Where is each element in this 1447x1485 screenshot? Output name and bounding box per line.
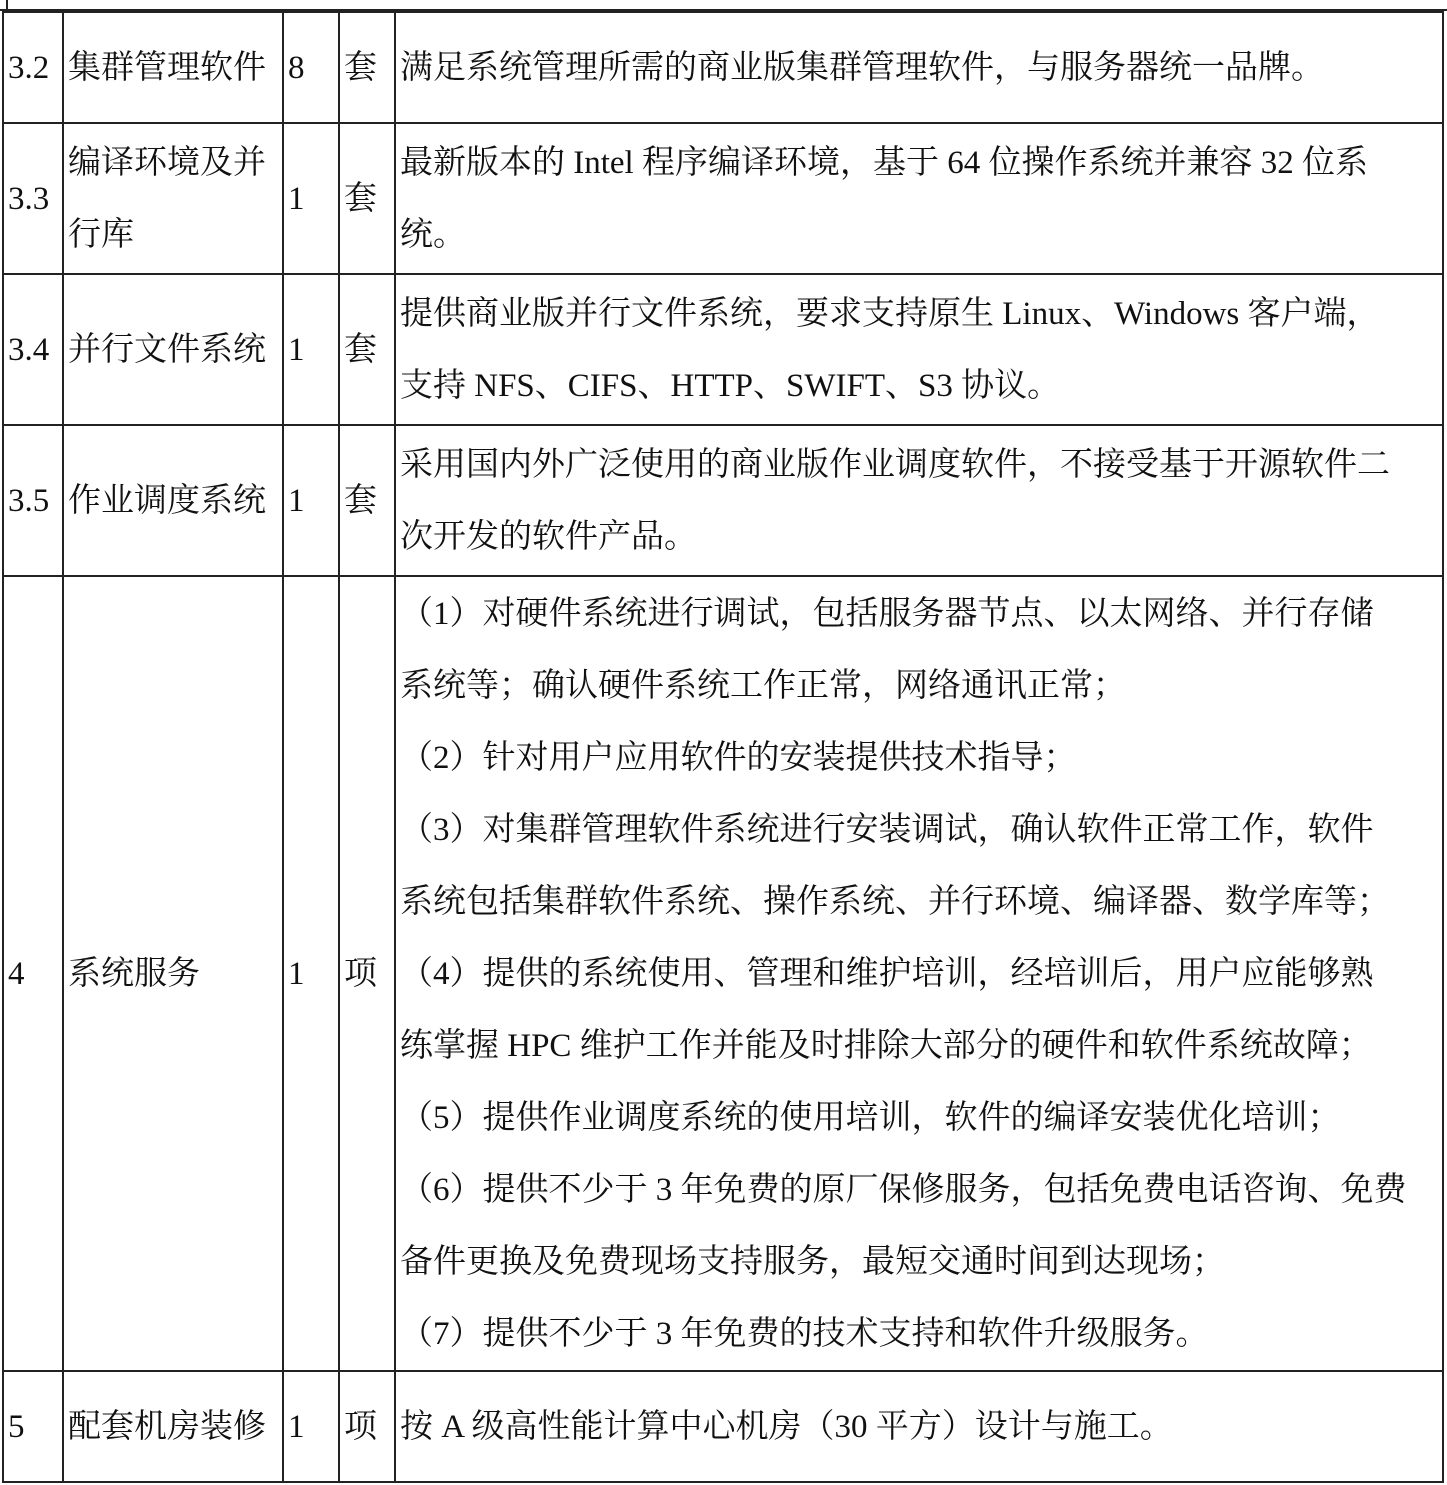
item-name: 并行文件系统 — [63, 274, 283, 425]
item-number: 4 — [3, 576, 63, 1371]
equipment-spec-table — [2, 11, 1444, 1483]
item-unit: 套 — [339, 12, 395, 123]
table-row — [3, 12, 1443, 123]
item-description: 满足系统管理所需的商业版集群管理软件，与服务器统一品牌。 — [395, 12, 1443, 123]
item-quantity: 1 — [283, 1371, 339, 1482]
table-row — [3, 576, 1443, 1371]
table-row — [3, 274, 1443, 425]
item-description: 按 A 级高性能计算中心机房（30 平方）设计与施工。 — [395, 1371, 1443, 1482]
item-number: 3.2 — [3, 12, 63, 123]
item-quantity: 1 — [283, 274, 339, 425]
table-row — [3, 425, 1443, 576]
item-name: 作业调度系统 — [63, 425, 283, 576]
item-name: 系统服务 — [63, 576, 283, 1371]
table-row — [3, 1371, 1443, 1482]
item-quantity: 1 — [283, 576, 339, 1371]
previous-row-bottom-border — [0, 0, 1447, 11]
item-description: 采用国内外广泛使用的商业版作业调度软件，不接受基于开源软件二 次开发的软件产品。 — [395, 425, 1443, 576]
item-number: 3.3 — [3, 123, 63, 274]
item-number: 5 — [3, 1371, 63, 1482]
item-unit: 套 — [339, 123, 395, 274]
item-description: 最新版本的 Intel 程序编译环境，基于 64 位操作系统并兼容 32 位系 统。 — [395, 123, 1443, 274]
item-description: （1）对硬件系统进行调试，包括服务器节点、以太网络、并行存储 系统等；确认硬件系统工作正常，网络通讯正常； （2）针对用户应用软件的安装提供技术指导； （3）对集群管理软件系统进行安装调试，确认软件正常工作，软件 系统包括集群软件系统、操作系统、并行环境、编译器、数学库等； （4）提供的系统使用、管理和维护培训，经培训后，用户应能够熟 练掌握 HPC 维护工作并能及时排除大部分的硬件和软件系统故障； （5）提供作业调度系统的使用培训，软件的编译安装优化培训； （6）提供不少于 3 年免费的原厂保修服务，包括免费电话咨询、免费 备件更换及免费现场支持服务，最短交通时间到达现场； （7）提供不少于 3 年免费的技术支持和软件升级服务。 — [395, 576, 1443, 1371]
item-unit: 套 — [339, 274, 395, 425]
item-description: 提供商业版并行文件系统，要求支持原生 Linux、Windows 客户端， 支持 NFS、CIFS、HTTP、SWIFT、S3 协议。 — [395, 274, 1443, 425]
item-quantity: 1 — [283, 425, 339, 576]
item-unit: 套 — [339, 425, 395, 576]
table-row — [3, 123, 1443, 274]
item-number: 3.4 — [3, 274, 63, 425]
item-name: 配套机房装修 — [63, 1371, 283, 1482]
item-unit: 项 — [339, 1371, 395, 1482]
item-name: 编译环境及并 行库 — [63, 123, 283, 274]
item-unit: 项 — [339, 576, 395, 1371]
item-number: 3.5 — [3, 425, 63, 576]
item-name: 集群管理软件 — [63, 12, 283, 123]
item-quantity: 1 — [283, 123, 339, 274]
item-quantity: 8 — [283, 12, 339, 123]
